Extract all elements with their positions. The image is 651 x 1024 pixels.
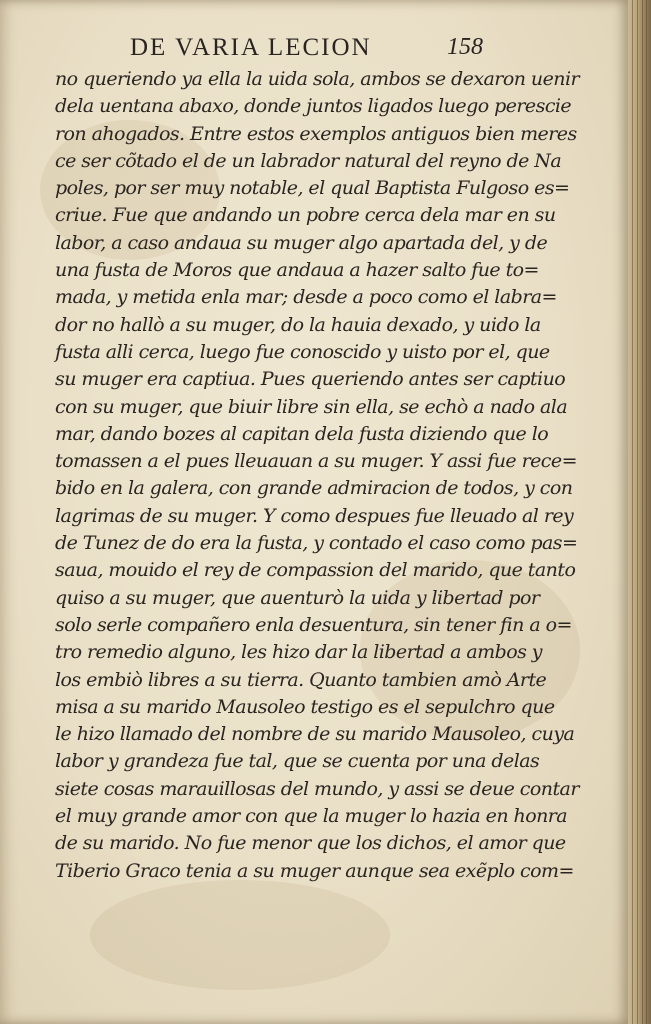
text-line: no queriendo ya ella la uida sola, ambos se dexaron uenir — [55, 68, 580, 90]
text-line: los embiò libres a su tierra. Quanto tambien amò Arte — [55, 668, 547, 691]
paper-stain — [90, 880, 390, 990]
body-text — [55, 66, 580, 885]
text-line: mar, dando bozes al capitan dela fusta diziendo que lo — [55, 422, 549, 445]
text-line: de su marido. No fue menor que los dichos, el amor que — [55, 832, 566, 855]
text-line: quiso a su muger, que auenturò la uida y libertad por — [55, 586, 540, 609]
text-line: fusta alli cerca, luego fue conoscido y uisto por el, que — [55, 340, 550, 363]
running-head — [0, 34, 628, 64]
text-line: labor y grandeza fue tal, que se cuenta por una delas — [55, 750, 540, 773]
text-line: criue. Fue que andando un pobre cerca dela mar en su — [55, 204, 556, 227]
text-line: bido en la galera, con grande admiracion de todos, y con — [55, 477, 573, 500]
text-line: dor no hallò a su muger, do la hauia dexado, y uido la — [55, 313, 541, 336]
text-line: el muy grande amor con que la muger lo hazia en honra — [55, 805, 568, 828]
text-line: su muger era captiua. Pues queriendo antes ser captiuo — [55, 368, 566, 391]
text-line: con su muger, que biuir libre sin ella, se echò a nado ala — [55, 395, 568, 418]
text-line: tro remedio alguno, les hizo dar la libertad a ambos y — [55, 641, 542, 664]
text-line: mada, y metida enla mar; desde a poco como el labra= — [55, 286, 557, 309]
page-number: 158 — [447, 34, 483, 60]
running-title: DE VARIA LECION — [130, 34, 372, 61]
text-line: misa a su marido Mausoleo testigo es el sepulchro que — [55, 695, 555, 718]
text-line: tomassen a el pues lleuauan a su muger. Y assi fue rece= — [55, 450, 577, 473]
text-line: ron ahogados. Entre estos exemplos antiguos bien meres — [55, 122, 577, 145]
text-line: le hizo llamado del nombre de su marido Mausoleo, cuya — [55, 723, 575, 746]
text-line: labor, a caso andaua su muger algo apartada del, y de — [55, 231, 548, 254]
text-line: siete cosas marauillosas del mundo, y assi se deue contar — [55, 777, 579, 800]
text-line: de Tunez de do era la fusta, y contado el caso como pas= — [55, 532, 578, 555]
text-line: saua, mouido el rey de compassion del marido, que tanto — [55, 559, 576, 582]
text-line: Tiberio Graco tenia a su muger aunque sea exẽplo com= — [55, 859, 574, 882]
text-line: solo serle compañero enla desuentura, sin tener fin a o= — [55, 613, 572, 636]
text-line: lagrimas de su muger. Y como despues fue lleuado al rey — [55, 504, 574, 527]
text-line: una fusta de Moros que andaua a hazer salto fue to= — [55, 259, 539, 282]
text-line: ce ser cõtado el de un labrador natural del reyno de Na — [55, 149, 562, 172]
text-line: poles, por ser muy notable, el qual Baptista Fulgoso es= — [55, 177, 570, 200]
text-line: dela uentana abaxo, donde juntos ligados luego perescie — [55, 95, 572, 118]
page-edge — [628, 0, 651, 1024]
